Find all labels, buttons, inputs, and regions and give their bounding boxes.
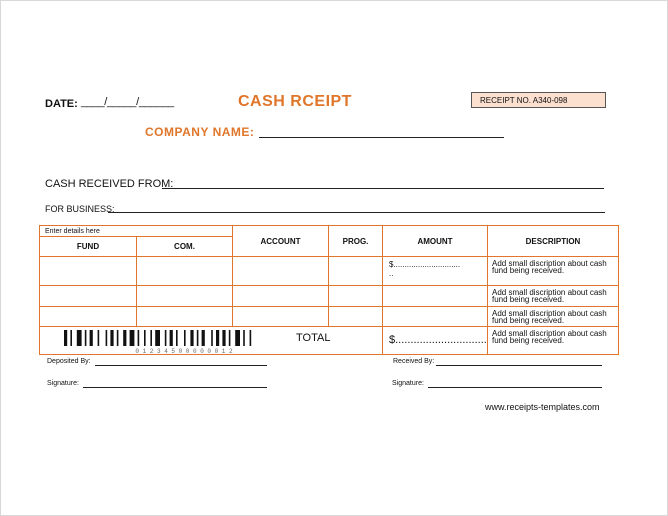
account-cell[interactable]	[233, 286, 329, 306]
com-cell[interactable]	[137, 306, 233, 326]
amount-value: $..............................	[389, 260, 461, 270]
barcode-bar	[138, 330, 140, 346]
header-fund: FUND	[40, 237, 137, 257]
received-by-label: Received By:	[393, 358, 435, 365]
barcode-bar	[216, 330, 219, 346]
company-name-field[interactable]	[259, 137, 504, 138]
total-label: TOTAL	[296, 331, 331, 344]
signature-right-label: Signature:	[392, 380, 424, 387]
signature-left-label: Signature:	[47, 380, 79, 387]
barcode-bar	[243, 330, 245, 346]
barcode-bar	[170, 330, 173, 346]
table-row	[40, 257, 619, 286]
receipt-number-box	[471, 92, 606, 108]
header-com: COM.	[137, 237, 233, 257]
barcode-bar	[229, 330, 231, 346]
receipt-title: CASH RCEIPT	[238, 93, 352, 110]
website-link[interactable]: www.receipts-templates.com	[485, 402, 600, 412]
for-business-field[interactable]	[108, 212, 605, 213]
barcode-bar	[190, 330, 193, 346]
barcode-bar	[123, 330, 126, 346]
header-amount: AMOUNT	[383, 226, 488, 257]
barcode-bar	[77, 330, 82, 346]
total-row	[40, 326, 619, 354]
account-cell[interactable]	[233, 257, 329, 286]
barcode-bar	[165, 330, 167, 346]
company-name-label: COMPANY NAME:	[145, 125, 255, 139]
enter-details-text: Enter details here	[45, 227, 100, 235]
account-cell[interactable]	[233, 306, 329, 326]
prog-cell[interactable]	[329, 306, 383, 326]
deposited-by-label: Deposited By:	[47, 358, 91, 365]
barcode-bar	[250, 330, 252, 346]
date-field[interactable]: ____/_____/______	[81, 96, 174, 108]
fund-cell[interactable]	[40, 306, 137, 326]
cash-received-label: CASH RECEIVED FROM:	[45, 178, 174, 190]
amount-cell[interactable]	[383, 286, 488, 306]
barcode-bar	[117, 330, 119, 346]
barcode-bar	[150, 330, 152, 346]
amount-cell[interactable]	[383, 257, 488, 286]
prog-cell[interactable]	[329, 257, 383, 286]
barcode-bar	[85, 330, 87, 346]
barcode-bar	[98, 330, 100, 346]
header-prog: PROG.	[329, 226, 383, 257]
barcode-bar	[211, 330, 213, 346]
barcode-total-cell	[40, 326, 383, 354]
enter-details-cell	[40, 226, 233, 237]
prog-cell[interactable]	[329, 286, 383, 306]
barcode-image	[62, 328, 312, 354]
barcode-bar	[130, 330, 135, 346]
header-description: DESCRIPTION	[488, 226, 619, 257]
signature-right-field[interactable]	[428, 387, 602, 388]
amount-cell[interactable]	[383, 306, 488, 326]
receipt-table	[39, 225, 619, 355]
barcode-bar	[176, 330, 178, 346]
com-cell[interactable]	[137, 257, 233, 286]
table-row	[40, 306, 619, 326]
barcode-bar	[90, 330, 93, 346]
barcode-bar	[184, 330, 186, 346]
received-by-field[interactable]	[436, 365, 602, 366]
total-amount: $..............................	[389, 334, 487, 347]
barcode-bar	[155, 330, 160, 346]
description-cell[interactable]: Add small discription about cash fund being received.	[488, 326, 619, 354]
barcode-digits: 0 1 2 3 4 5 0 0 0 0 0 0 1 2	[135, 347, 233, 354]
description-cell[interactable]: Add small discription about cash fund being received.	[488, 257, 619, 286]
fund-cell[interactable]	[40, 286, 137, 306]
fund-cell[interactable]	[40, 257, 137, 286]
barcode-bar	[235, 330, 240, 346]
description-cell[interactable]: Add small discription about cash fund being received.	[488, 306, 619, 326]
total-amount-cell[interactable]	[383, 326, 488, 354]
barcode-bar	[70, 330, 72, 346]
barcode-bar	[197, 330, 199, 346]
barcode-bar	[202, 330, 205, 346]
header-account: ACCOUNT	[233, 226, 329, 257]
amount-value-continuation: ..	[389, 269, 394, 279]
cash-received-field[interactable]	[162, 188, 604, 189]
description-cell[interactable]: Add small discription about cash fund being received.	[488, 286, 619, 306]
barcode-bar	[106, 330, 108, 346]
barcode-bar	[144, 330, 146, 346]
for-business-label: FOR BUSINESS:	[45, 204, 115, 214]
table-row	[40, 286, 619, 306]
deposited-by-field[interactable]	[95, 365, 267, 366]
date-label: DATE:	[45, 98, 78, 110]
barcode-bar	[64, 330, 67, 346]
barcode-bar	[222, 330, 225, 346]
receipt-number: RECEIPT NO. A340-098	[480, 96, 568, 105]
com-cell[interactable]	[137, 286, 233, 306]
barcode-bar	[110, 330, 113, 346]
signature-left-field[interactable]	[83, 387, 267, 388]
